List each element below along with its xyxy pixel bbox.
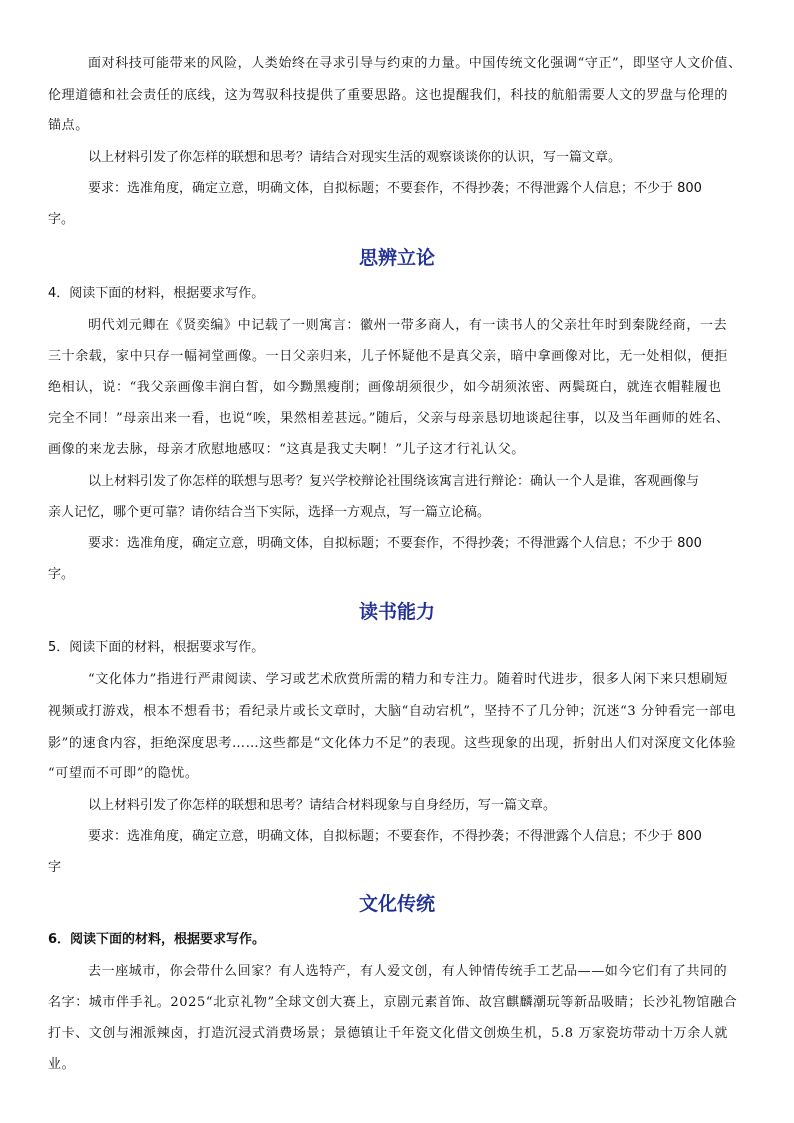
material-line: “可望而不可即”的隐忧。 <box>48 766 199 781</box>
requirement-text: 要求：选准角度，确定立意，明确文体，自拟标题；不要套作，不得抄袭；不得泄露个人信息；不少于 800 <box>88 829 702 844</box>
material-line: 名字：城市伴手礼。2025“北京礼物”全球文创大赛上，京剧元素首饰、故宫麒麟潮玩等新品吸睛；长沙礼物馆融合 <box>48 995 738 1010</box>
question-number: 5．阅读下面的材料，根据要求写作。 <box>48 640 265 655</box>
material-line: 画像的来龙去脉，母亲才欣慰地感叹：“这真是我丈夫啊！”儿子这才行礼认父。 <box>48 442 525 457</box>
question-number: 4．阅读下面的材料，根据要求写作。 <box>48 286 265 301</box>
writing-prompt: 以上材料引发了你怎样的联想和思考？请结合对现实生活的观察谈谈你的认识，写一篇文章。 <box>88 150 622 165</box>
requirement-text: 要求：选准角度，确定立意，明确文体，自拟标题；不要套作，不得抄袭；不得泄露个人信息；不少于 800 <box>88 536 702 551</box>
material-line: 视频或打游戏，根本不想看书；看纪录片或长文章时，大脑“自动宕机”，坚持不了几分钟；沉迷“3 分钟看完一部电 <box>48 704 737 719</box>
material-line: 去一座城市，你会带什么回家？有人选特产，有人爱文创，有人钟情传统手工艺品——如今它们有了共同的 <box>88 964 728 979</box>
section-heading: 读书能力 <box>358 601 435 623</box>
material-line: 影”的速食内容，拒绝深度思考……这些都是“文化体力不足”的表现。这些现象的出现，折射出人们对深度文化体验 <box>48 736 737 751</box>
requirement-text: 字 <box>48 860 62 875</box>
material-line: 业。 <box>48 1057 76 1072</box>
writing-prompt: 以上材料引发了你怎样的联想和思考？请结合材料现象与自身经历，写一篇文章。 <box>88 798 557 813</box>
material-line: 完全不同！”母亲出来一看，也说“唉，果然相差甚远。”随后，父亲与母亲恳切地谈起往事，以及当年画师的姓名、 <box>48 411 730 426</box>
material-line: 面对科技可能带来的风险，人类始终在寻求引导与约束的力量。中国传统文化强调“守正”，即坚守人文价值、 <box>88 56 742 71</box>
requirement-text: 字。 <box>48 567 75 582</box>
material-line: 打卡、文创与湘派辣卤，打造沉浸式消费场景；景德镇让千年瓷文化借文创焕生机，5.8 万家瓷坊带动十万余人就 <box>48 1026 729 1041</box>
requirement-text: 要求：选准角度，确定立意，明确文体，自拟标题；不要套作，不得抄袭；不得泄露个人信息；不少于 800 <box>88 181 702 196</box>
section-heading: 思辨立论 <box>358 247 435 269</box>
material-line: 明代刘元卿在《贤奕编》中记载了一则寓言：徽州一带多商人，有一读书人的父亲壮年时到秦陇经商，一去 <box>88 318 728 333</box>
material-line: “文化体力”指进行严肃阅读、学习或艺术欣赏所需的精力和专注力。随着时代进步，很多人闲下来只想刷短 <box>88 672 729 687</box>
material-line: 伦理道德和社会责任的底线，这为驾驭科技提供了重要思路。这也提醒我们，科技的航船需要人文的罗盘与伦理的 <box>48 88 729 103</box>
material-line: 三十余载，家中只存一幅祠堂画像。一日父亲归来，儿子怀疑他不是真父亲，暗中拿画像对比，无一处相似，便拒 <box>48 349 729 364</box>
writing-prompt: 亲人记忆，哪个更可靠？请你结合当下实际，选择一方观点，写一篇立论稿。 <box>48 505 491 520</box>
section-heading: 文化传统 <box>358 893 435 915</box>
material-line: 绝相认，说：“我父亲画像丰润白皙，如今黝黑瘦削；画像胡须很少，如今胡须浓密、两鬓斑白，就连衣帽鞋履也 <box>48 380 722 395</box>
requirement-text: 字。 <box>48 212 75 227</box>
question-number: 6．阅读下面的材料，根据要求写作。 <box>48 932 266 947</box>
material-line: 锚点。 <box>48 118 89 133</box>
writing-prompt: 以上材料引发了你怎样的联想与思考？复兴学校辩论社围绕该寓言进行辩论：确认一个人是谁，客观画像与 <box>88 474 700 489</box>
